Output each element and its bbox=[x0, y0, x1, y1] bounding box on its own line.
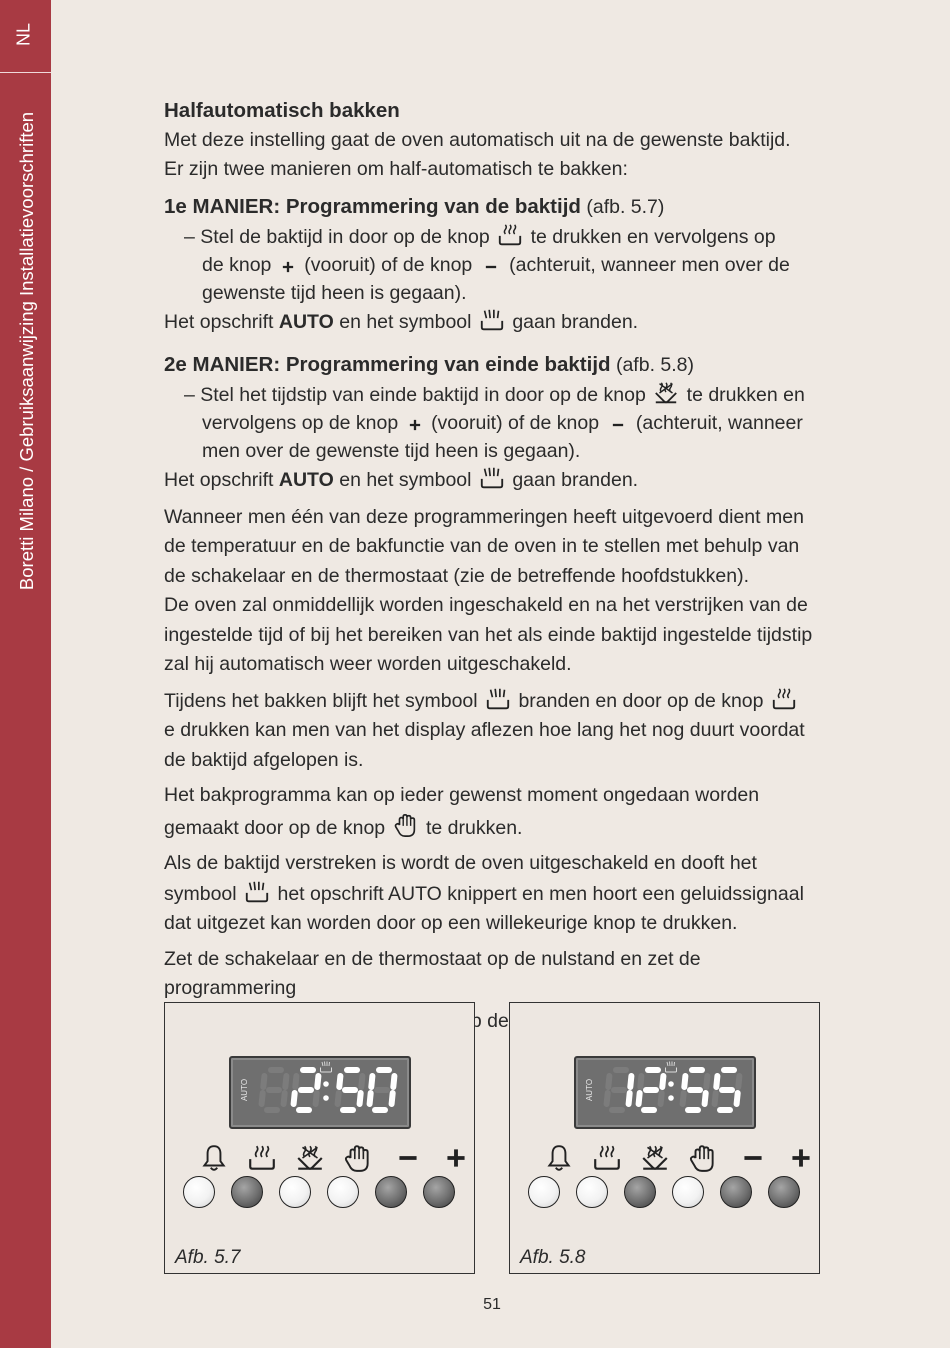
p5-text-a: de bbox=[487, 1009, 509, 1032]
button-icon-row bbox=[181, 1143, 471, 1173]
paragraph-3 bbox=[164, 781, 828, 843]
p4-text-a: symbool bbox=[164, 882, 237, 905]
control-knob-plus[interactable] bbox=[423, 1176, 455, 1208]
paragraph-2 bbox=[164, 686, 828, 776]
display-colon-dot bbox=[668, 1081, 674, 1087]
method1-heading bbox=[164, 192, 828, 223]
method2-result-text-a: Het opschrift bbox=[164, 469, 274, 491]
figure-5-8 bbox=[509, 1002, 820, 1274]
method1-auto-label: AUTO bbox=[278, 311, 334, 333]
p1-line-2: de temperatuur en de bakfunctie van de oven in te stellen met behulp van bbox=[164, 535, 800, 557]
main-content bbox=[164, 96, 828, 1036]
bell-icon bbox=[544, 1143, 574, 1173]
intro-line-2: Er zijn twee manieren om half-automatisch te bakken: bbox=[164, 158, 628, 180]
figure-caption: Afb. 5.7 bbox=[175, 1247, 241, 1268]
figure-caption: Afb. 5.8 bbox=[520, 1247, 586, 1268]
method1-step-text-b: te drukken en vervolgens op bbox=[530, 226, 776, 248]
button-icon-row bbox=[526, 1143, 816, 1173]
method2-step-line-2 bbox=[164, 409, 828, 437]
document-title: Boretti Milano / Gebruiksaanwijzing Installatievoorschriften bbox=[16, 111, 37, 591]
method1-result bbox=[164, 307, 828, 338]
display-colon-dot bbox=[668, 1095, 674, 1101]
method1-title: 1e MANIER: Programmering van de baktijd bbox=[164, 194, 581, 218]
cooking-symbol-icon bbox=[479, 307, 505, 333]
p1-line-4: De oven zal onmiddellijk worden ingeschakeld en na het verstrijken van de bbox=[164, 594, 808, 616]
method2-step-text-b: te drukken en bbox=[686, 384, 805, 406]
method1-result-text-c: gaan branden. bbox=[512, 311, 639, 333]
cooking-symbol-icon bbox=[485, 686, 511, 712]
method1-result-text-a: Het opschrift bbox=[164, 311, 274, 333]
method2-step-text-e: (achteruit, wanneer bbox=[635, 412, 803, 434]
p1-line-3: de schakelaar en de thermostaat (zie de betreffende hoofdstukken). bbox=[164, 564, 750, 587]
p3-text-a: gemaakt door op de knop bbox=[164, 816, 386, 839]
method1-ref: (afb. 5.7) bbox=[586, 195, 665, 218]
display-digit bbox=[262, 1070, 287, 1110]
time-display bbox=[229, 1056, 411, 1129]
method2-result-text-b: en het symbool bbox=[339, 469, 472, 491]
sidebar bbox=[0, 0, 51, 1348]
end-time-icon bbox=[653, 380, 679, 406]
p2-text-a: Tijdens het bakken blijft het symbool bbox=[164, 689, 478, 712]
method2-step-line-3: men over de gewenste tijd heen is gegaan). bbox=[202, 440, 581, 462]
method1-step-text-e: (achteruit, wanneer men over de bbox=[509, 254, 790, 276]
method2-step-text-d: (vooruit) of de knop bbox=[431, 412, 600, 434]
display-digit bbox=[683, 1070, 708, 1110]
plus-icon bbox=[279, 258, 297, 276]
method2-ref: (afb. 5.8) bbox=[615, 353, 695, 376]
control-knob-cooking-time[interactable] bbox=[231, 1176, 263, 1208]
cooking-symbol-icon bbox=[244, 879, 270, 905]
p2-line-1 bbox=[164, 686, 828, 717]
cooking-symbol-icon bbox=[479, 465, 505, 491]
cooking-time-icon bbox=[247, 1143, 277, 1173]
display-colon-dot bbox=[323, 1095, 329, 1101]
method1-step-text-d: (vooruit) of de knop bbox=[304, 254, 473, 276]
p3-line-2 bbox=[164, 811, 828, 844]
section-title: Halfautomatisch bakken bbox=[164, 99, 400, 122]
end-time-icon bbox=[640, 1143, 670, 1173]
seven-segment-display bbox=[231, 1058, 405, 1123]
minus-icon bbox=[393, 1143, 423, 1173]
control-knob-end-time[interactable] bbox=[624, 1176, 656, 1208]
method1-step-line-2 bbox=[164, 251, 828, 279]
control-knob-minus[interactable] bbox=[720, 1176, 752, 1208]
auto-indicator: AUTO bbox=[585, 1078, 594, 1102]
minus-icon bbox=[607, 416, 629, 434]
method2-result-text-c: gaan branden. bbox=[512, 469, 639, 491]
manual-hand-icon bbox=[393, 811, 419, 839]
p2-line-2: e drukken kan men van het display aflezen hoe lang het nog duurt voordat bbox=[164, 719, 805, 741]
p3-text-b: te drukken. bbox=[426, 816, 523, 839]
method1-result-text-b: en het symbool bbox=[339, 311, 472, 333]
plus-icon bbox=[441, 1143, 471, 1173]
method2-auto-label: AUTO bbox=[278, 469, 334, 491]
bell-icon bbox=[199, 1143, 229, 1173]
p1-line-1: Wanneer men één van deze programmeringen heeft uitgevoerd dient men bbox=[164, 505, 804, 528]
p1-line-6: zal hij automatisch weer worden uitgeschakeld. bbox=[164, 653, 572, 675]
auto-indicator: AUTO bbox=[240, 1078, 249, 1102]
plus-icon bbox=[406, 416, 424, 434]
end-time-icon bbox=[295, 1143, 325, 1173]
method2-step-text-a: – Stel het tijdstip van einde baktijd in door op de knop bbox=[184, 384, 646, 406]
p4-text-b: het opschrift AUTO knippert en men hoort een geluidssignaal bbox=[277, 882, 804, 905]
control-knob-bell[interactable] bbox=[183, 1176, 215, 1208]
control-knob-minus[interactable] bbox=[375, 1176, 407, 1208]
control-knob-plus[interactable] bbox=[768, 1176, 800, 1208]
p1-line-5: ingestelde tijd of bij het bereiken van het als einde baktijd ingestelde tijdstip bbox=[164, 623, 813, 646]
display-digit bbox=[639, 1070, 664, 1110]
manual-hand-icon bbox=[688, 1143, 718, 1173]
manual-hand-icon bbox=[343, 1143, 373, 1173]
control-knob-bell[interactable] bbox=[528, 1176, 560, 1208]
language-label: NL bbox=[13, 23, 34, 47]
cooking-time-icon bbox=[497, 222, 523, 248]
intro-line-1: Met deze instelling gaat de oven automatisch uit na de gewenste baktijd. bbox=[164, 128, 791, 151]
display-digit bbox=[370, 1070, 395, 1110]
display-digit bbox=[294, 1070, 319, 1110]
p3-line-1: Het bakprogramma kan op ieder gewenst moment ongedaan worden bbox=[164, 784, 760, 806]
p2-line-3: de baktijd afgelopen is. bbox=[164, 748, 364, 771]
minus-icon bbox=[480, 258, 502, 276]
paragraph-1 bbox=[164, 503, 828, 680]
p4-line-2 bbox=[164, 879, 828, 910]
display-digit bbox=[715, 1070, 740, 1110]
cooking-time-icon bbox=[592, 1143, 622, 1173]
display-digit bbox=[607, 1070, 632, 1110]
method1-step-line-1 bbox=[164, 222, 828, 251]
control-knob-cooking-time[interactable] bbox=[576, 1176, 608, 1208]
time-display bbox=[574, 1056, 756, 1129]
display-cook-icon bbox=[666, 1062, 677, 1073]
page-number: 51 bbox=[483, 1296, 501, 1313]
plus-icon bbox=[786, 1143, 816, 1173]
method1-step-line-3: gewenste tijd heen is gegaan). bbox=[202, 282, 467, 304]
p5-line-1: Zet de schakelaar en de thermostaat op de nulstand en zet de programmering bbox=[164, 947, 701, 999]
language-tab bbox=[0, 0, 51, 73]
paragraph-4 bbox=[164, 849, 828, 939]
figure-5-7 bbox=[164, 1002, 475, 1274]
method1-step-text-c: de knop bbox=[202, 254, 272, 276]
method2-result bbox=[164, 465, 828, 496]
p2-text-b: branden en door op de knop bbox=[518, 689, 764, 712]
minus-icon bbox=[738, 1143, 768, 1173]
method2-title: 2e MANIER: Programmering van einde baktijd bbox=[164, 352, 611, 376]
seven-segment-display bbox=[576, 1058, 750, 1123]
p4-line-3: dat uitgezet kan worden door op een willekeurige knop te drukken. bbox=[164, 912, 738, 934]
method2-step-line-1 bbox=[164, 380, 828, 409]
display-cook-icon bbox=[321, 1062, 332, 1073]
display-colon-dot bbox=[323, 1081, 329, 1087]
p4-line-1: Als de baktijd verstreken is wordt de oven uitgeschakeld en dooft het bbox=[164, 852, 757, 874]
method2-step-text-c: vervolgens op de knop bbox=[202, 412, 399, 434]
method2-heading bbox=[164, 350, 828, 381]
control-knob-manual-hand[interactable] bbox=[672, 1176, 704, 1208]
method1-step-text-a: – Stel de baktijd in door op de knop bbox=[184, 226, 490, 248]
display-digit bbox=[338, 1070, 363, 1110]
cooking-time-icon bbox=[771, 686, 797, 712]
control-knob-manual-hand[interactable] bbox=[327, 1176, 359, 1208]
control-knob-end-time[interactable] bbox=[279, 1176, 311, 1208]
